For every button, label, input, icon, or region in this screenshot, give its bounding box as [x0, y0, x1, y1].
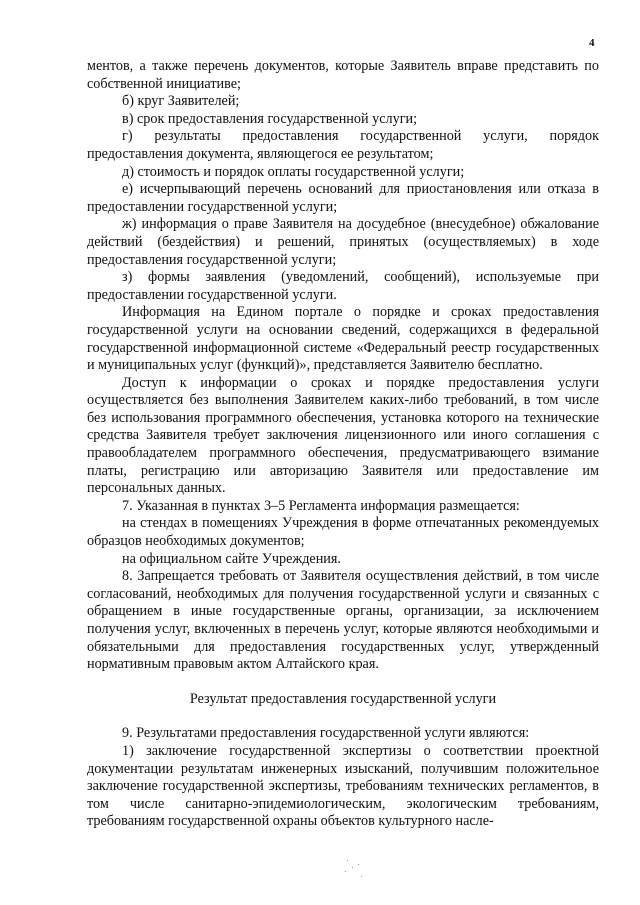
scan-speck [352, 867, 353, 868]
clause-7: 7. Указанная в пунктах 3–5 Регламента информация размещается: [122, 497, 520, 514]
paragraph-access: Доступ к информации о сроках и порядке предоставления услуги осуществляется без выполнения Заявителем каких-либо требований, в том числе без использования программного обеспечения, установка которого на технические средства Заявителя требует заключения лицензионного или иного соглашения с правообладателем программного обеспечения, предусматривающего взимание платы, регистрацию или авторизацию Заявителя или предоставление им персональных данных. [87, 374, 599, 497]
list-item-g: г) результаты предоставления государственной услуги, порядок предоставления документа, являющегося ее результатом; [87, 128, 599, 162]
list-item-e: е) исчерпывающий перечень оснований для приостановления или отказа в предоставлении государственной услуги; [87, 181, 599, 215]
scan-speck [347, 860, 348, 861]
list-item-d: д) стоимость и порядок оплаты государственной услуги; [122, 163, 465, 180]
list-item-zh: ж) информация о праве Заявителя на досудебное (внесудебное) обжалование действий (бездействия) и решений, принятых (осуществляемых) в ходе предоставления государственной услуги; [87, 216, 599, 268]
clause-9: 9. Результатами предоставления государственной услуги являются: [122, 725, 530, 742]
scan-speck [358, 864, 359, 865]
clause-7-stands: на стендах в помещениях Учреждения в форме отпечатанных рекомендуемых образцов необходимых документов; [87, 515, 599, 550]
list-item-v: в) срок предоставления государственной услуги; [122, 110, 418, 127]
paragraph-continuation: ментов, а также перечень документов, которые Заявитель вправе представить по собственной инициативе; [87, 58, 599, 92]
document-body [87, 58, 599, 831]
page-number: 4 [589, 37, 595, 49]
paragraph-unified-portal: Информация на Едином портале о порядке и сроках предоставления государственной услуги на основании сведений, содержащихся в федеральной государственной информационной системе «Федеральный реестр государственных и муниципальных услуг (функций)», представляется Заявителю бесплатно. [87, 304, 599, 374]
section-heading: Результат предоставления государственной услуги [189, 690, 497, 707]
scan-speck [361, 876, 362, 877]
list-item-z: з) формы заявления (уведомлений, сообщений), используемые при предоставлении государственной услуги. [87, 269, 599, 303]
clause-9-item-1: 1) заключение государственной экспертизы о соответствии проектной документации результатам инженерных изысканий, получившим положительное заключение государственной экспертизы, требованиям технических регламентов, в том числе санитарно-эпидемиологическим, экологическим требованиям, требованиям государственной охраны объектов культурного насле- [87, 742, 599, 830]
list-item-b: б) круг Заявителей; [122, 93, 240, 110]
clause-8: 8. Запрещается требовать от Заявителя осуществления действий, в том числе согласований, необходимых для получения государственной услуги и связанных с обращением в иные государственные органы, организации, за исключением получения услуг, включенных в перечень услуг, которые являются необходимыми и обязательными для предоставления государственных услуг, утвержденный нормативным правовым актом Алтайского края. [87, 568, 599, 673]
clause-7-website: на официальном сайте Учреждения. [122, 550, 341, 567]
scan-speck [345, 871, 346, 872]
